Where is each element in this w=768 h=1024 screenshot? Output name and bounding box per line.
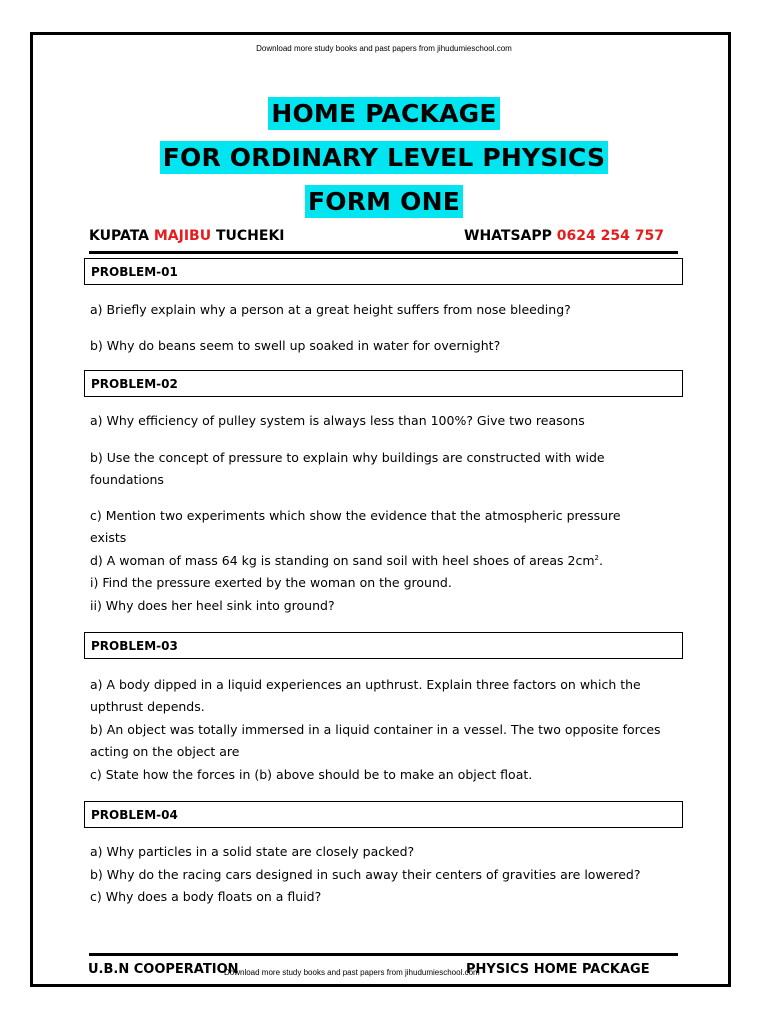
problem-02-line: ii) Why does her heel sink into ground? — [90, 598, 335, 613]
problem-02-line: exists — [90, 530, 127, 545]
problem-03-line: upthrust depends. — [90, 699, 205, 714]
problem-03-line: b) An object was totally immersed in a liquid container in a vessel. The two opposite forces — [90, 722, 661, 737]
problem-04-heading: PROBLEM-04 — [84, 801, 683, 828]
title-line-2: FOR ORDINARY LEVEL PHYSICS — [0, 141, 768, 174]
header-rule — [89, 251, 678, 254]
problem-02-line: a) Why efficiency of pulley system is always less than 100%? Give two reasons — [90, 413, 585, 428]
download-note-top: Download more study books and past papers from jihudumieschool.com — [256, 44, 512, 53]
whatsapp-contact — [464, 228, 664, 244]
problem-02-line: d) A woman of mass 64 kg is standing on sand soil with heel shoes of areas $2cm^2$. — [90, 553, 603, 568]
problem-02-line: c) Mention two experiments which show the evidence that the atmospheric pressure — [90, 508, 621, 523]
author-line — [89, 228, 285, 244]
author-word-3: TUCHEKI — [215, 228, 285, 244]
problem-01-line: a) Briefly explain why a person at a great height suffers from nose bleeding? — [90, 302, 571, 317]
footer-rule — [89, 953, 678, 956]
problem-02-heading: PROBLEM-02 — [84, 370, 683, 397]
problem-04-line: c) Why does a body floats on a fluid? — [90, 889, 322, 904]
whatsapp-label: WHATSAPP — [464, 228, 552, 244]
problem-03-line: acting on the object are — [90, 744, 240, 759]
problem-02-line: i) Find the pressure exerted by the woman on the ground. — [90, 575, 452, 590]
problem-01-line: b) Why do beans seem to swell up soaked in water for overnight? — [90, 338, 501, 353]
problem-02-line: foundations — [90, 472, 164, 487]
problem-04-line: a) Why particles in a solid state are closely packed? — [90, 844, 415, 859]
problem-03-line: a) A body dipped in a liquid experiences an upthrust. Explain three factors on which the — [90, 677, 641, 692]
author-word-1: KUPATA — [89, 228, 149, 244]
problem-02-line: b) Use the concept of pressure to explain why buildings are constructed with wide — [90, 450, 605, 465]
title-line-1: HOME PACKAGE — [0, 97, 768, 130]
footer-left: U.B.N COOPERATION — [88, 962, 239, 977]
footer-right: PHYSICS HOME PACKAGE — [466, 962, 650, 977]
problem-03-line: c) State how the forces in (b) above should be to make an object float. — [90, 767, 533, 782]
title-line-3: FORM ONE — [0, 185, 768, 218]
problem-03-heading: PROBLEM-03 — [84, 632, 683, 659]
problem-01-heading: PROBLEM-01 — [84, 258, 683, 285]
problem-04-line: b) Why do the racing cars designed in such away their centers of gravities are lowered? — [90, 867, 641, 882]
area-unit-superscript: 2 — [594, 553, 599, 562]
whatsapp-number: 0624 254 757 — [556, 228, 664, 244]
download-note-bottom: Download more study books and past papers from jihudumieschool.com — [224, 968, 480, 977]
author-word-2: MAJIBU — [153, 228, 212, 244]
